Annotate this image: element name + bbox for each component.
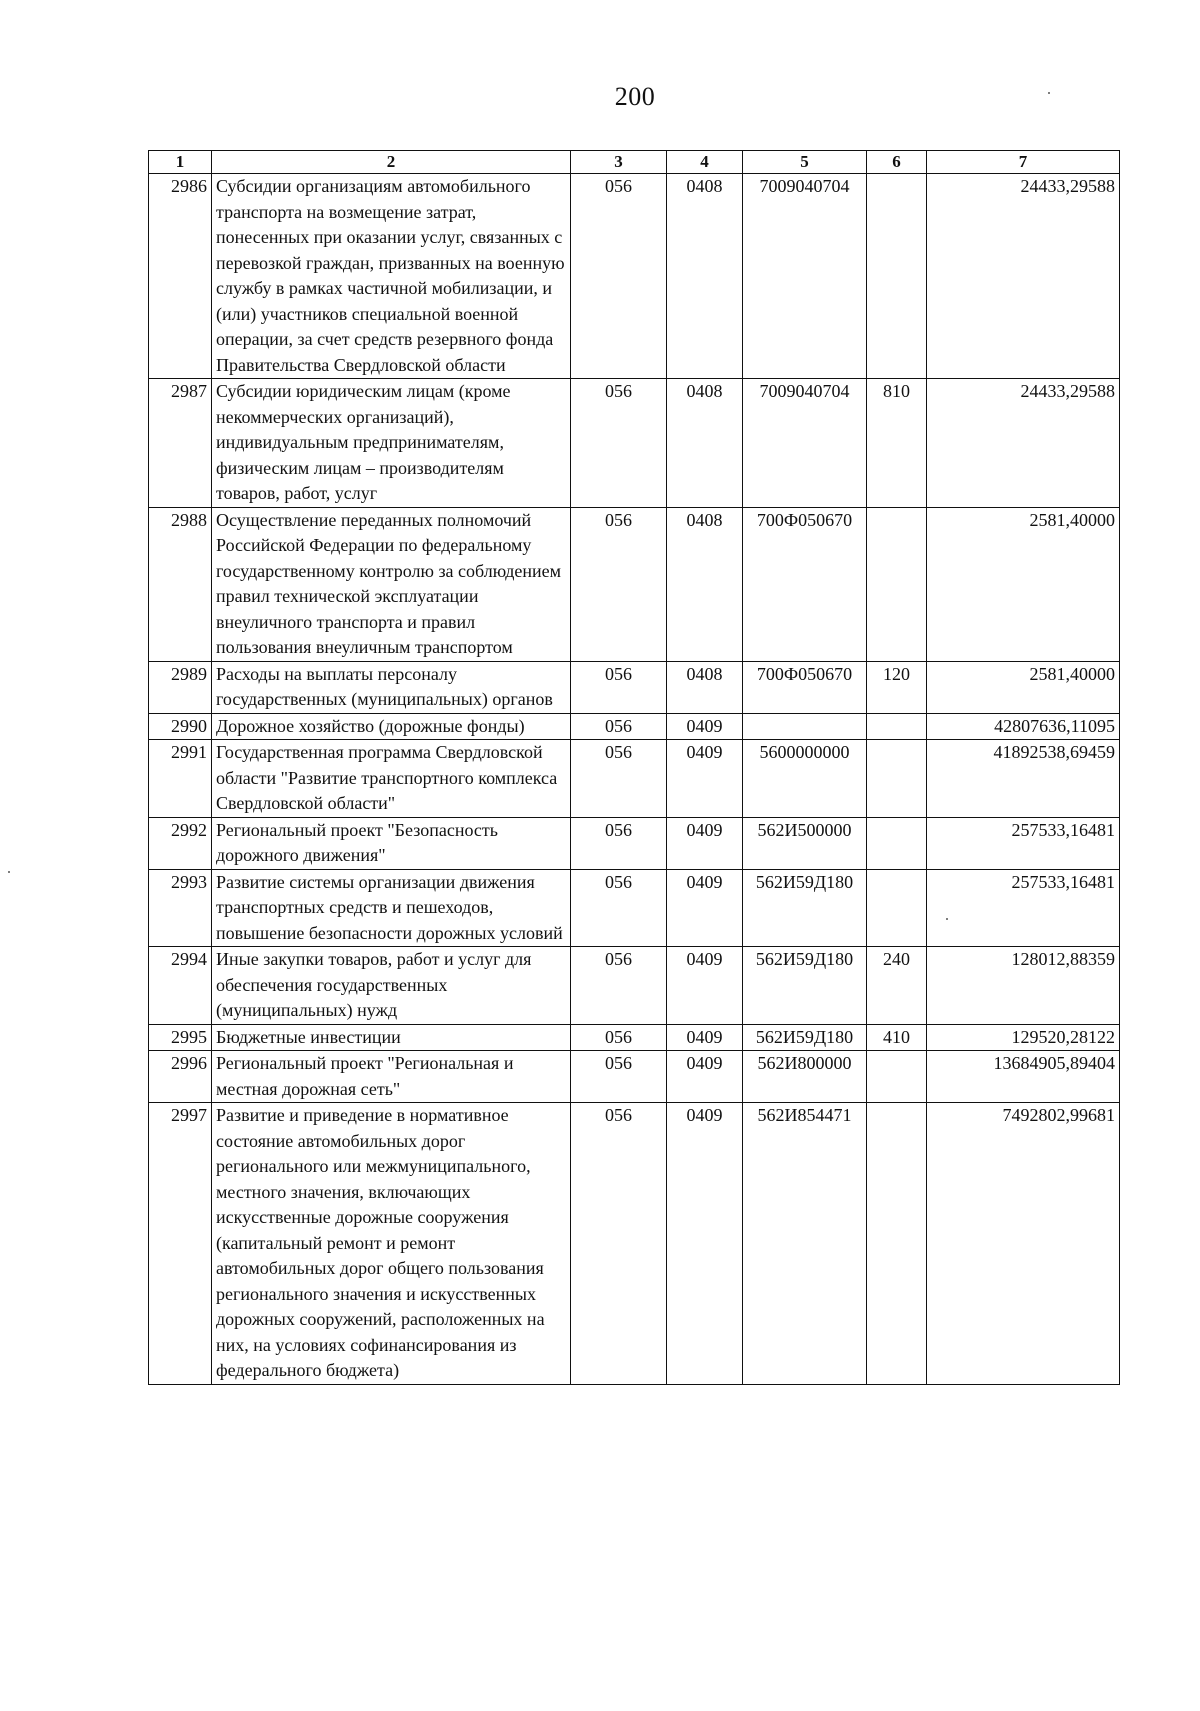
table-row <box>149 1103 1120 1385</box>
row-amount: 13684905,89404 <box>927 1051 1120 1103</box>
row-name: Иные закупки товаров, работ и услуг для обеспечения государственных (муниципальных) нужд <box>212 947 571 1025</box>
page-number: 200 <box>614 82 656 111</box>
row-name: Развитие системы организации движения транспортных средств и пешеходов, повышение безопасности дорожных условий <box>212 869 571 947</box>
row-col5: 562И800000 <box>743 1051 867 1103</box>
table-row <box>149 507 1120 661</box>
col-header-1: 1 <box>149 151 212 174</box>
row-col3: 056 <box>571 1103 667 1385</box>
row-name: Субсидии организациям автомобильного транспорта на возмещение затрат, понесенных при оказании услуг, связанных с перевозкой граждан, призванных на военную службу в рамках частичной мобилизации, и (или) участников специальной военной операции, за счет средств резервного фонда Правительства Свердловской области <box>212 174 571 379</box>
row-col4: 0408 <box>667 507 743 661</box>
row-col4: 0409 <box>667 1051 743 1103</box>
row-number: 2986 <box>149 174 212 379</box>
row-number: 2989 <box>149 661 212 713</box>
table-row <box>149 947 1120 1025</box>
row-amount: 41892538,69459 <box>927 740 1120 818</box>
table-row <box>149 869 1120 947</box>
row-name: Государственная программа Свердловской области "Развитие транспортного комплекса Свердловской области" <box>212 740 571 818</box>
row-number: 2993 <box>149 869 212 947</box>
table-row <box>149 174 1120 379</box>
row-col5: 562И500000 <box>743 817 867 869</box>
row-col5: 562И59Д180 <box>743 947 867 1025</box>
col-header-4: 4 <box>667 151 743 174</box>
table-row <box>149 740 1120 818</box>
row-amount: 128012,88359 <box>927 947 1120 1025</box>
row-number: 2994 <box>149 947 212 1025</box>
row-amount: 2581,40000 <box>927 507 1120 661</box>
row-col4: 0409 <box>667 869 743 947</box>
row-col3: 056 <box>571 661 667 713</box>
row-name: Региональный проект "Региональная и местная дорожная сеть" <box>212 1051 571 1103</box>
row-col6: 240 <box>867 947 927 1025</box>
table-row <box>149 1051 1120 1103</box>
row-col3: 056 <box>571 1051 667 1103</box>
row-number: 2987 <box>149 379 212 508</box>
row-col3: 056 <box>571 869 667 947</box>
row-number: 2995 <box>149 1024 212 1051</box>
row-col5 <box>743 713 867 740</box>
row-number: 2991 <box>149 740 212 818</box>
row-name: Дорожное хозяйство (дорожные фонды) <box>212 713 571 740</box>
row-col5: 5600000000 <box>743 740 867 818</box>
row-col3: 056 <box>571 947 667 1025</box>
col-header-2: 2 <box>212 151 571 174</box>
row-name: Расходы на выплаты персоналу государственных (муниципальных) органов <box>212 661 571 713</box>
row-col4: 0408 <box>667 661 743 713</box>
row-amount: 257533,16481 <box>927 869 1120 947</box>
row-col4: 0408 <box>667 379 743 508</box>
row-name: Бюджетные инвестиции <box>212 1024 571 1051</box>
row-col4: 0408 <box>667 174 743 379</box>
row-col3: 056 <box>571 740 667 818</box>
row-amount: 7492802,99681 <box>927 1103 1120 1385</box>
row-col4: 0409 <box>667 947 743 1025</box>
table-row <box>149 379 1120 508</box>
row-col6: 120 <box>867 661 927 713</box>
row-number: 2992 <box>149 817 212 869</box>
row-col6: 810 <box>867 379 927 508</box>
table-row <box>149 661 1120 713</box>
row-col3: 056 <box>571 379 667 508</box>
row-col6 <box>867 174 927 379</box>
row-amount: 2581,40000 <box>927 661 1120 713</box>
row-name: Развитие и приведение в нормативное состояние автомобильных дорог регионального или межмуниципального, местного значения, включающих искусственные дорожные сооружения (капитальный ремонт и ремонт автомобильных дорог общего пользования регионального значения и искусственных дорожных сооружений, расположенных на них, на условиях софинансирования из федерального бюджета) <box>212 1103 571 1385</box>
row-col6 <box>867 869 927 947</box>
scan-speck <box>8 871 10 873</box>
table-row <box>149 817 1120 869</box>
row-col6 <box>867 713 927 740</box>
col-header-3: 3 <box>571 151 667 174</box>
table-row <box>149 1024 1120 1051</box>
row-col6 <box>867 740 927 818</box>
row-name: Осуществление переданных полномочий Российской Федерации по федеральному государственному контролю за соблюдением правил технической эксплуатации внеуличного транспорта и правил пользования внеуличным транспортом <box>212 507 571 661</box>
scan-speck <box>946 918 948 920</box>
row-amount: 24433,29588 <box>927 174 1120 379</box>
row-col4: 0409 <box>667 1024 743 1051</box>
row-number: 2996 <box>149 1051 212 1103</box>
row-amount: 24433,29588 <box>927 379 1120 508</box>
row-col5: 7009040704 <box>743 174 867 379</box>
row-number: 2997 <box>149 1103 212 1385</box>
row-col6: 410 <box>867 1024 927 1051</box>
row-col6 <box>867 1103 927 1385</box>
row-col5: 700Ф050670 <box>743 661 867 713</box>
budget-table <box>148 150 1120 1385</box>
table-row <box>149 713 1120 740</box>
row-number: 2988 <box>149 507 212 661</box>
row-col4: 0409 <box>667 740 743 818</box>
row-name: Субсидии юридическим лицам (кроме некоммерческих организаций), индивидуальным предпринимателям, физическим лицам – производителям товаров, работ, услуг <box>212 379 571 508</box>
scan-speck <box>1048 92 1050 94</box>
row-col5: 700Ф050670 <box>743 507 867 661</box>
row-amount: 42807636,11095 <box>927 713 1120 740</box>
row-col3: 056 <box>571 817 667 869</box>
row-amount: 129520,28122 <box>927 1024 1120 1051</box>
row-col3: 056 <box>571 1024 667 1051</box>
row-col6 <box>867 1051 927 1103</box>
row-col3: 056 <box>571 507 667 661</box>
row-col5: 562И59Д180 <box>743 1024 867 1051</box>
row-col5: 562И854471 <box>743 1103 867 1385</box>
row-col6 <box>867 817 927 869</box>
row-col3: 056 <box>571 174 667 379</box>
col-header-5: 5 <box>743 151 867 174</box>
header-row <box>149 151 1120 174</box>
row-col6 <box>867 507 927 661</box>
row-name: Региональный проект "Безопасность дорожного движения" <box>212 817 571 869</box>
row-col3: 056 <box>571 713 667 740</box>
row-col5: 562И59Д180 <box>743 869 867 947</box>
row-col4: 0409 <box>667 817 743 869</box>
row-amount: 257533,16481 <box>927 817 1120 869</box>
row-number: 2990 <box>149 713 212 740</box>
col-header-7: 7 <box>927 151 1120 174</box>
row-col4: 0409 <box>667 1103 743 1385</box>
row-col5: 7009040704 <box>743 379 867 508</box>
row-col4: 0409 <box>667 713 743 740</box>
col-header-6: 6 <box>867 151 927 174</box>
